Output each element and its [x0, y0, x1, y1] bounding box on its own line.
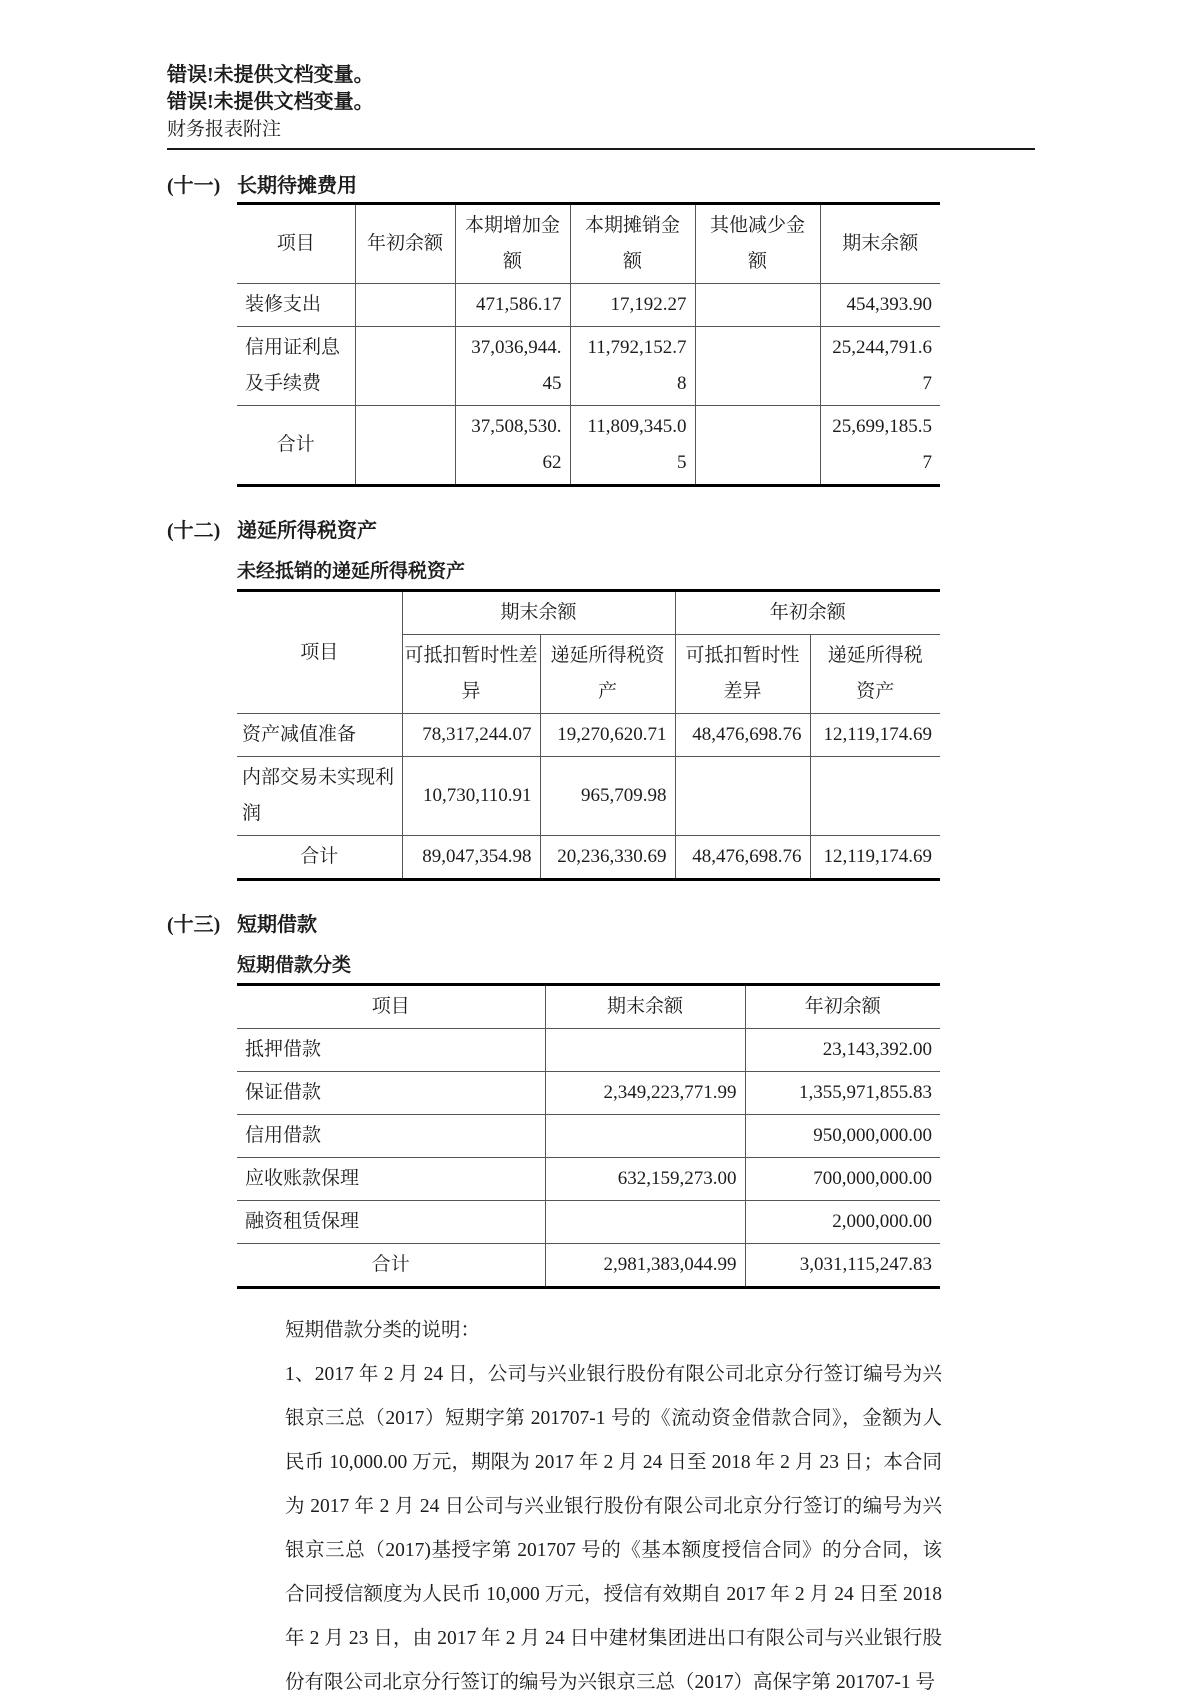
table-total-row: [237, 406, 940, 486]
column-header-deductible-differences: 可抵扣暂时性差异: [675, 635, 810, 714]
short-term-borrowings-table: [237, 983, 940, 1289]
column-header-item: 项目: [237, 204, 355, 284]
group-header-end-balance: 期末余额: [402, 591, 675, 635]
cell-value: [545, 1115, 745, 1158]
cell-item: 抵押借款: [237, 1029, 545, 1072]
table-row: [237, 757, 940, 836]
cell-value: 950,000,000.00: [745, 1115, 940, 1158]
column-header-deferred-tax-asset: 递延所得税资产: [810, 635, 940, 714]
cell-value: 3,031,115,247.83: [745, 1244, 940, 1288]
cell-value: [695, 284, 820, 327]
document-header: [167, 62, 1035, 150]
deferred-tax-assets-table: [237, 589, 940, 881]
column-header-item: 项目: [237, 591, 402, 714]
long-term-deferred-expenses-table: [237, 202, 940, 487]
header-rule: [167, 148, 1035, 150]
cell-item: 保证借款: [237, 1072, 545, 1115]
cell-value: [355, 406, 455, 486]
header-line-3: 财务报表附注: [167, 119, 282, 140]
cell-value: 454,393.90: [820, 284, 940, 327]
cell-value: 12,119,174.69: [810, 836, 940, 880]
cell-item: 应收账款保理: [237, 1158, 545, 1201]
column-header-begin-balance: 年初余额: [745, 985, 940, 1029]
cell-item: 融资租赁保理: [237, 1201, 545, 1244]
cell-item: 信用证利息及手续费: [237, 327, 355, 406]
cell-value: 12,119,174.69: [810, 714, 940, 757]
table-row: [237, 1201, 940, 1244]
table-header-row: [237, 985, 940, 1029]
table-header-row: [237, 204, 940, 284]
cell-item: 资产减值准备: [237, 714, 402, 757]
cell-value: 17,192.27: [570, 284, 695, 327]
cell-value: 25,244,791.67: [820, 327, 940, 406]
section-12-label: (十二): [167, 520, 221, 542]
table-total-row: [237, 836, 940, 880]
cell-value: 37,508,530.62: [455, 406, 570, 486]
cell-value: 11,792,152.78: [570, 327, 695, 406]
section-13-label: (十三): [167, 914, 221, 936]
cell-value: 2,000,000.00: [745, 1201, 940, 1244]
section-13-heading: [167, 911, 1040, 939]
cell-value: 48,476,698.76: [675, 836, 810, 880]
column-header-deductible-differences: 可抵扣暂时性差异: [402, 635, 540, 714]
cell-value: 2,349,223,771.99: [545, 1072, 745, 1115]
section-11-label: (十一): [167, 175, 221, 197]
cell-item: 内部交易未实现利润: [237, 757, 402, 836]
cell-value: 19,270,620.71: [540, 714, 675, 757]
section-12-subtitle: 未经抵销的递延所得税资产: [237, 561, 466, 582]
table-total-row: [237, 1244, 940, 1288]
cell-value: 25,699,185.57: [820, 406, 940, 486]
column-header-end-balance: 期末余额: [545, 985, 745, 1029]
section-13-title: 短期借款: [237, 914, 317, 936]
cell-value: 20,236,330.69: [540, 836, 675, 880]
table-group-header-row: [237, 591, 940, 635]
cell-value: 23,143,392.00: [745, 1029, 940, 1072]
cell-value: [695, 327, 820, 406]
section-12-title: 递延所得税资产: [237, 520, 377, 542]
section-long-term-deferred-expenses: [167, 172, 1040, 487]
cell-item: 装修支出: [237, 284, 355, 327]
cell-value: 48,476,698.76: [675, 714, 810, 757]
table-row: [237, 284, 940, 327]
cell-item: 信用借款: [237, 1115, 545, 1158]
note-heading: 短期借款分类的说明：: [285, 1320, 481, 1341]
header-line-2: 错误!未提供文档变量。: [167, 91, 374, 113]
section-11-title: 长期待摊费用: [237, 175, 357, 197]
column-header-begin-balance: 年初余额: [355, 204, 455, 284]
cell-value: [545, 1029, 745, 1072]
section-11-heading: [167, 172, 1040, 200]
table-row: [237, 327, 940, 406]
cell-value: 1,355,971,855.83: [745, 1072, 940, 1115]
cell-value: 965,709.98: [540, 757, 675, 836]
cell-value: [545, 1201, 745, 1244]
cell-value: [355, 327, 455, 406]
cell-item: 合计: [237, 836, 402, 880]
cell-value: 2,981,383,044.99: [545, 1244, 745, 1288]
short-term-borrowings-notes: [285, 1309, 942, 1696]
cell-value: [355, 284, 455, 327]
column-header-increase: 本期增加金额: [455, 204, 570, 284]
cell-value: 471,586.17: [455, 284, 570, 327]
table-row: [237, 1072, 940, 1115]
column-header-deferred-tax-asset: 递延所得税资产: [540, 635, 675, 714]
cell-value: [675, 757, 810, 836]
cell-value: 78,317,244.07: [402, 714, 540, 757]
cell-value: 632,159,273.00: [545, 1158, 745, 1201]
table-row: [237, 714, 940, 757]
cell-value: 700,000,000.00: [745, 1158, 940, 1201]
section-deferred-tax-assets: [167, 517, 1040, 881]
column-header-end-balance: 期末余额: [820, 204, 940, 284]
group-header-begin-balance: 年初余额: [675, 591, 940, 635]
column-header-amortized: 本期摊销金额: [570, 204, 695, 284]
table-row: [237, 1115, 940, 1158]
header-line-1: 错误!未提供文档变量。: [167, 64, 374, 86]
note-paragraph: 1、2017 年 2 月 24 日，公司与兴业银行股份有限公司北京分行签订编号为兴银京三总（2017）短期字第 201707-1 号的《流动资金借款合同》，金额为人民币 10,000.00 万元，期限为 2017 年 2 月 24 日至 2018 年 2 月 23 日；本合同为 2017 年 2 月 24 日公司与兴业银行股份有限公司北京分行签订的编号为兴银京三总（2017)基授字第 201707 号的《基本额度授信合同》的分合同，该合同授信额度为人民币 10,000 万元，授信有效期自 2017 年 2 月 24 日至 2018 年 2 月 23 日，由 2017 年 2 月 24 日中建材集团进出口有限公司与兴业银行股份有限公司北京分行签订的编号为兴银京三总（2017）高保字第 201707-1 号: [285, 1364, 942, 1693]
column-header-other-decrease: 其他减少金额: [695, 204, 820, 284]
section-13-subtitle: 短期借款分类: [237, 955, 352, 976]
section-12-heading: [167, 517, 1040, 545]
cell-value: [695, 406, 820, 486]
table-row: [237, 1029, 940, 1072]
column-header-item: 项目: [237, 985, 545, 1029]
section-short-term-borrowings: [167, 911, 1040, 1696]
cell-item: 合计: [237, 406, 355, 486]
cell-item: 合计: [237, 1244, 545, 1288]
cell-value: [810, 757, 940, 836]
cell-value: 11,809,345.05: [570, 406, 695, 486]
table-row: [237, 1158, 940, 1201]
cell-value: 37,036,944.45: [455, 327, 570, 406]
cell-value: 10,730,110.91: [402, 757, 540, 836]
cell-value: 89,047,354.98: [402, 836, 540, 880]
